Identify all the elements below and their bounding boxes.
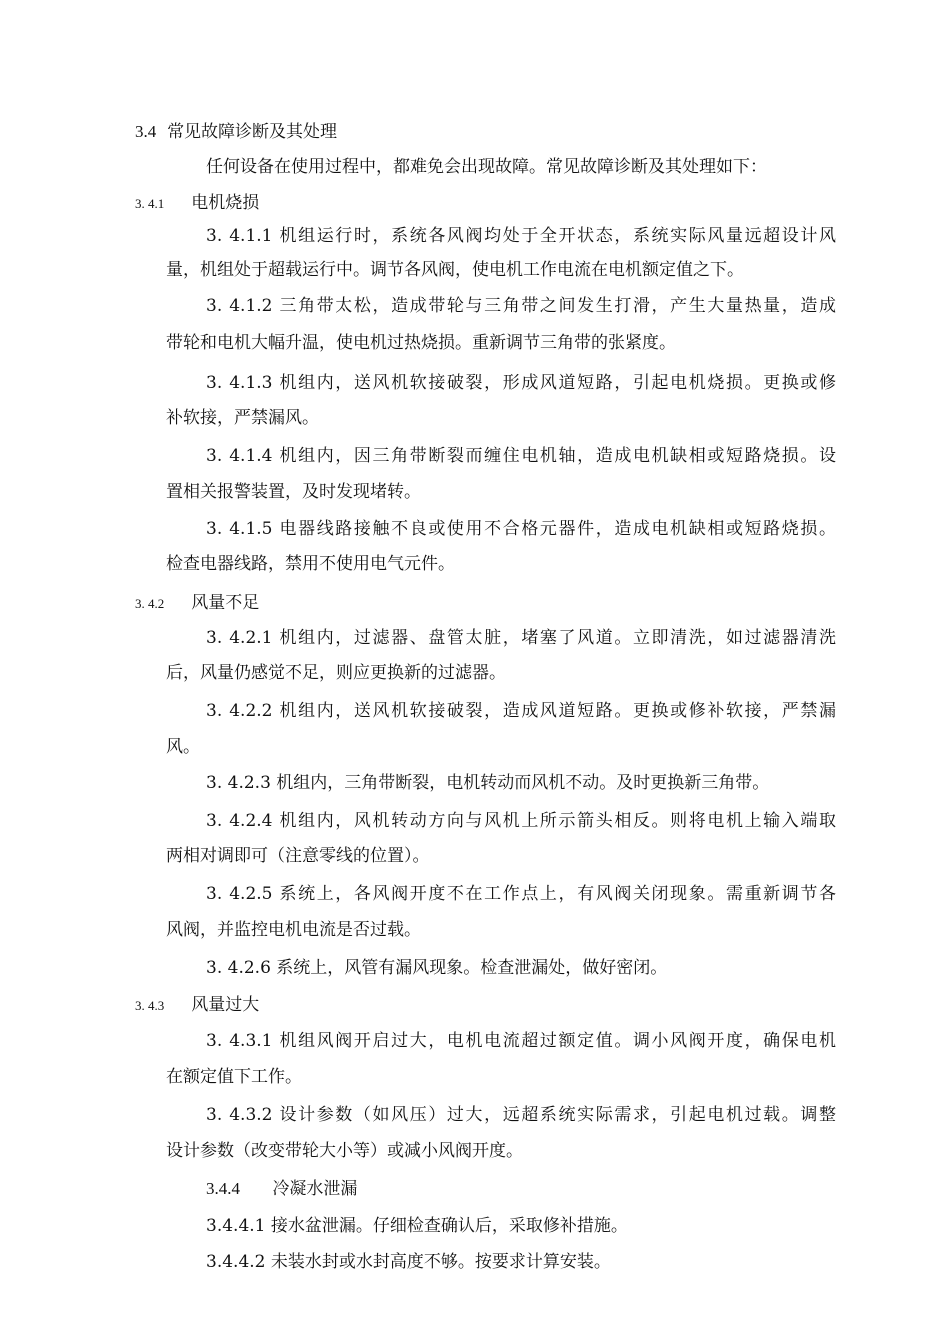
paragraph-line: 3. 4.3.2 设计参数（如风压）过大，远超系统实际需求，引起电机过载。调整: [206, 1105, 836, 1125]
paragraph-line: 3. 4.3.1 机组风阀开启过大，电机电流超过额定值。调小风阀开度，确保电机: [206, 1031, 836, 1051]
subsection-heading-344: [206, 1178, 357, 1200]
paragraph-line: 在额定值下工作。: [166, 1067, 302, 1087]
paragraph-line: 补软接，严禁漏风。: [166, 408, 319, 428]
subsection-number: 3. 4.2: [135, 596, 165, 611]
paragraph-line: 3.4.4.1 接水盆泄漏。仔细检查确认后，采取修补措施。: [206, 1216, 628, 1236]
subsection-number: 3.4.4: [206, 1179, 240, 1198]
paragraph-line: 后，风量仍感觉不足，则应更换新的过滤器。: [166, 663, 506, 683]
paragraph-line: 3. 4.1.3 机组内，送风机软接破裂，形成风道短路，引起电机烧损。更换或修: [206, 373, 836, 393]
subsection-heading-343: [135, 994, 259, 1017]
paragraph-line: 风阀，并监控电机电流是否过载。: [166, 920, 421, 940]
paragraph-line: 检查电器线路，禁用不使用电气元件。: [166, 554, 455, 574]
subsection-title: 风量不足: [191, 593, 260, 613]
paragraph-line: 3. 4.2.1 机组内，过滤器、盘管太脏，堵塞了风道。立即清洗，如过滤器清洗: [206, 628, 836, 648]
subsection-heading-341: [135, 192, 259, 215]
section-heading: [135, 121, 337, 143]
paragraph-line: 3. 4.1.5 电器线路接触不良或使用不合格元器件，造成电机缺相或短路烧损。: [206, 519, 836, 539]
subsection-number: 3. 4.1: [135, 196, 165, 211]
subsection-title: 电机烧损: [191, 193, 260, 213]
subsection-title: 冷凝水泄漏: [272, 1179, 358, 1199]
section-intro: 任何设备在使用过程中，都难免会出现故障。常见故障诊断及其处理如下：: [206, 157, 767, 177]
paragraph-line: 3. 4.1.4 机组内，因三角带断裂而缠住电机轴，造成电机缺相或短路烧损。设: [206, 446, 836, 466]
section-title: 常见故障诊断及其处理: [167, 122, 338, 142]
paragraph-line: 两相对调即可（注意零线的位置）。: [166, 846, 430, 866]
paragraph-line: 3. 4.2.2 机组内，送风机软接破裂，造成风道短路。更换或修补软接，严禁漏: [206, 701, 836, 721]
paragraph-line: 3.4.4.2 未装水封或水封高度不够。按要求计算安装。: [206, 1252, 611, 1272]
paragraph-line: 置相关报警装置，及时发现堵转。: [166, 482, 421, 502]
paragraph-line: 3. 4.2.6 系统上，风管有漏风现象。检查泄漏处，做好密闭。: [206, 958, 668, 978]
section-number: 3.4: [135, 122, 157, 141]
paragraph-line: 3. 4.2.4 机组内，风机转动方向与风机上所示箭头相反。则将电机上输入端取: [206, 811, 836, 831]
paragraph-line: 3. 4.2.5 系统上，各风阀开度不在工作点上，有风阀关闭现象。需重新调节各: [206, 884, 836, 904]
subsection-title: 风量过大: [191, 995, 260, 1015]
subsection-heading-342: [135, 592, 259, 615]
paragraph-line: 量，机组处于超载运行中。调节各风阀，使电机工作电流在电机额定值之下。: [166, 260, 744, 280]
subsection-number: 3. 4.3: [135, 998, 165, 1013]
paragraph-line: 设计参数（改变带轮大小等）或减小风阀开度。: [166, 1141, 523, 1161]
paragraph-line: 3. 4.1.2 三角带太松，造成带轮与三角带之间发生打滑，产生大量热量，造成: [206, 296, 836, 316]
paragraph-line: 带轮和电机大幅升温，使电机过热烧损。重新调节三角带的张紧度。: [166, 333, 676, 353]
paragraph-line: 3. 4.1.1 机组运行时，系统各风阀均处于全开状态，系统实际风量远超设计风: [206, 226, 836, 246]
paragraph-line: 3. 4.2.3 机组内，三角带断裂，电机转动而风机不动。及时更换新三角带。: [206, 773, 770, 793]
paragraph-line: 风。: [166, 737, 200, 757]
